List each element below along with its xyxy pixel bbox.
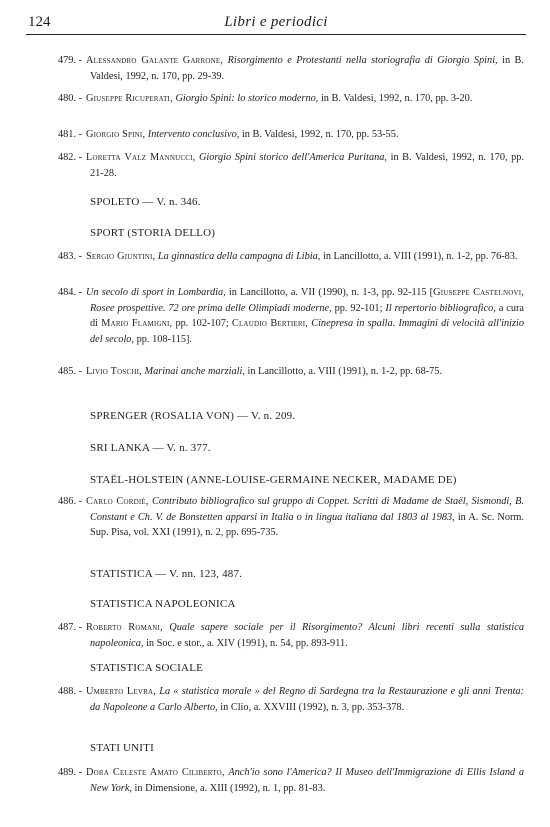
entry-number: 486. -: [58, 496, 83, 507]
entry-title: La ginnastica della campagna di Libia,: [157, 251, 321, 262]
section-heading-statistica-napoleonica: STATISTICA NAPOLEONICA: [90, 598, 236, 610]
entry-author: Sergio Giuntini,: [86, 251, 156, 262]
entry-number: 487. -: [58, 622, 83, 633]
bibliography-entry-483: [58, 249, 524, 265]
entry-citation: in B. Valdesi, 1992, n. 170, pp. 53-55.: [241, 129, 399, 140]
cross-reference-sri-lanka: SRI LANKA — V. n. 377.: [90, 442, 211, 454]
entry-citation: pp. 108-115].: [136, 333, 193, 345]
entry-title: Cinepresa in spalla. Immagini di velocità all'inizio del secolo,: [90, 318, 524, 345]
bibliography-entry-487: [58, 620, 524, 651]
running-title: Libri e periodici: [224, 14, 328, 30]
entry-author: Mario Flamigni,: [101, 318, 173, 329]
entry-citation: in B. Valdesi, 1992, n. 170, pp. 3-20.: [320, 93, 473, 104]
entry-author: Umberto Levra,: [86, 686, 157, 697]
entry-title: Risorgimento e Protestanti nella storiografia di Giorgio Spini,: [227, 55, 498, 66]
entry-citation: in Dimensione, a. XIII (1992), n. 1, pp. 81-83.: [134, 782, 326, 794]
section-heading-sport: SPORT (STORIA DELLO): [90, 227, 216, 239]
bibliography-entry-482: [58, 150, 524, 181]
entry-author: Dora Celeste Amato Ciliberto,: [86, 767, 225, 778]
entry-title: Intervento conclusivo,: [147, 129, 240, 140]
bibliography-entry-486: [58, 494, 524, 541]
entry-author: Livio Toschi,: [86, 366, 142, 377]
entry-number: 489. -: [58, 767, 83, 778]
page-number: 124: [28, 14, 51, 30]
bibliography-entry-481: [58, 127, 524, 143]
entry-citation: pp. 102-107;: [175, 318, 229, 329]
entry-author: Giuseppe Ricuperati,: [86, 93, 173, 104]
entry-author: Carlo Cordiè,: [86, 496, 149, 507]
entry-author: Roberto Romani,: [86, 622, 163, 633]
entry-number: 480. -: [58, 93, 83, 104]
entry-title: La « statistica morale » del Regno di Sardegna tra la Restaurazione e gli anni Trenta: da Napoleone a Carlo Alberto,: [90, 686, 525, 713]
entry-title: Quale sapere sociale per il Risorgimento? Alcuni libri recenti sulla statistica napoleonica,: [90, 622, 525, 649]
entry-title: Anch'io sono l'America? Il Museo dell'Immigrazione di Ellis Island a New York,: [90, 767, 525, 794]
entry-citation: in A. Sc. Norm. Sup. Pisa, vol. XXI (1991), n. 2, pp. 695-735.: [90, 511, 524, 538]
entry-citation: in Soc. e stor., a. XIV (1991), n. 54, pp. 893-911.: [146, 637, 348, 649]
entry-number: 485. -: [58, 366, 83, 377]
entry-citation: in B. Valdesi, 1992, n. 170, pp. 21-28.: [90, 152, 524, 179]
cross-reference-statistica: STATISTICA — V. nn. 123, 487.: [90, 568, 243, 580]
entry-author: Giorgio Spini,: [86, 129, 146, 140]
entry-citation: in Lancillotto, a. VII (1990), n. 1-3, pp. 92-115 [: [228, 287, 434, 298]
entry-citation: in Lancillotto, a. VIII (1991), n. 1-2, pp. 68-75.: [247, 366, 443, 377]
header-rule: [26, 34, 526, 35]
entry-citation: pp. 92-101;: [334, 302, 383, 314]
entry-title: Giorgio Spini: lo storico moderno,: [175, 93, 319, 104]
entry-number: 484. -: [58, 287, 83, 298]
entry-title: Marinai anche marziali,: [144, 366, 245, 377]
cross-reference-sprenger: SPRENGER (ROSALIA VON) — V. n. 209.: [90, 410, 296, 422]
bibliography-entry-484: [58, 285, 524, 347]
section-heading-stati-uniti: STATI UNITI: [90, 742, 154, 754]
bibliography-entry-489: [58, 765, 524, 796]
bibliography-entry-480: [58, 91, 524, 107]
cross-reference-spoleto: SPOLETO — V. n. 346.: [90, 196, 201, 208]
bibliography-entry-485: [58, 364, 524, 380]
entry-number: 479. -: [58, 55, 83, 66]
section-heading-stael-holstein: STAËL-HOLSTEIN (ANNE-LOUISE-GERMAINE NECKER, MADAME DE): [90, 474, 457, 486]
entry-citation: in Lancillotto, a. VIII (1991), n. 1-2, pp. 76-83.: [322, 251, 518, 262]
entry-number: 488. -: [58, 686, 83, 697]
entry-number: 481. -: [58, 129, 83, 140]
entry-author: Giuseppe Castelnovi,: [433, 287, 525, 298]
entry-title: Giorgio Spini storico dell'America Puritana,: [198, 152, 387, 163]
entry-number: 482. -: [58, 152, 83, 163]
section-heading-statistica-sociale: STATISTICA SOCIALE: [90, 662, 204, 674]
entry-title: Rosee prospettive. 72 ore prima delle Olimpiadi moderne,: [90, 302, 332, 314]
entry-citation: in Clio, a. XXVIII (1992), n. 3, pp. 353-378.: [220, 701, 405, 713]
page-header: [28, 14, 524, 36]
entry-number: 483. -: [58, 251, 83, 262]
entry-author: Claudio Bertieri,: [231, 318, 309, 329]
bibliography-entry-479: [58, 53, 524, 84]
entry-title: Il repertorio bibliografico,: [385, 302, 496, 314]
bibliography-entry-488: [58, 684, 524, 715]
entry-author: Alessandro Galante Garrone,: [86, 55, 224, 66]
entry-title: Un secolo di sport in Lombardia,: [86, 287, 226, 298]
entry-author: Loretta Valz Mannucci,: [86, 152, 196, 163]
entry-title: Contributo bibliografico sul gruppo di Coppet. Scritti di Madame de Staël, Sismondi, B. Constant e Ch. V. de Bonstetten apparsi in Italia o in lingua italiana dal 1803 al 1983,: [90, 496, 524, 523]
entry-citation: in B. Valdesi, 1992, n. 170, pp. 29-39.: [90, 55, 524, 82]
entry-citation: a cura di: [90, 302, 525, 329]
